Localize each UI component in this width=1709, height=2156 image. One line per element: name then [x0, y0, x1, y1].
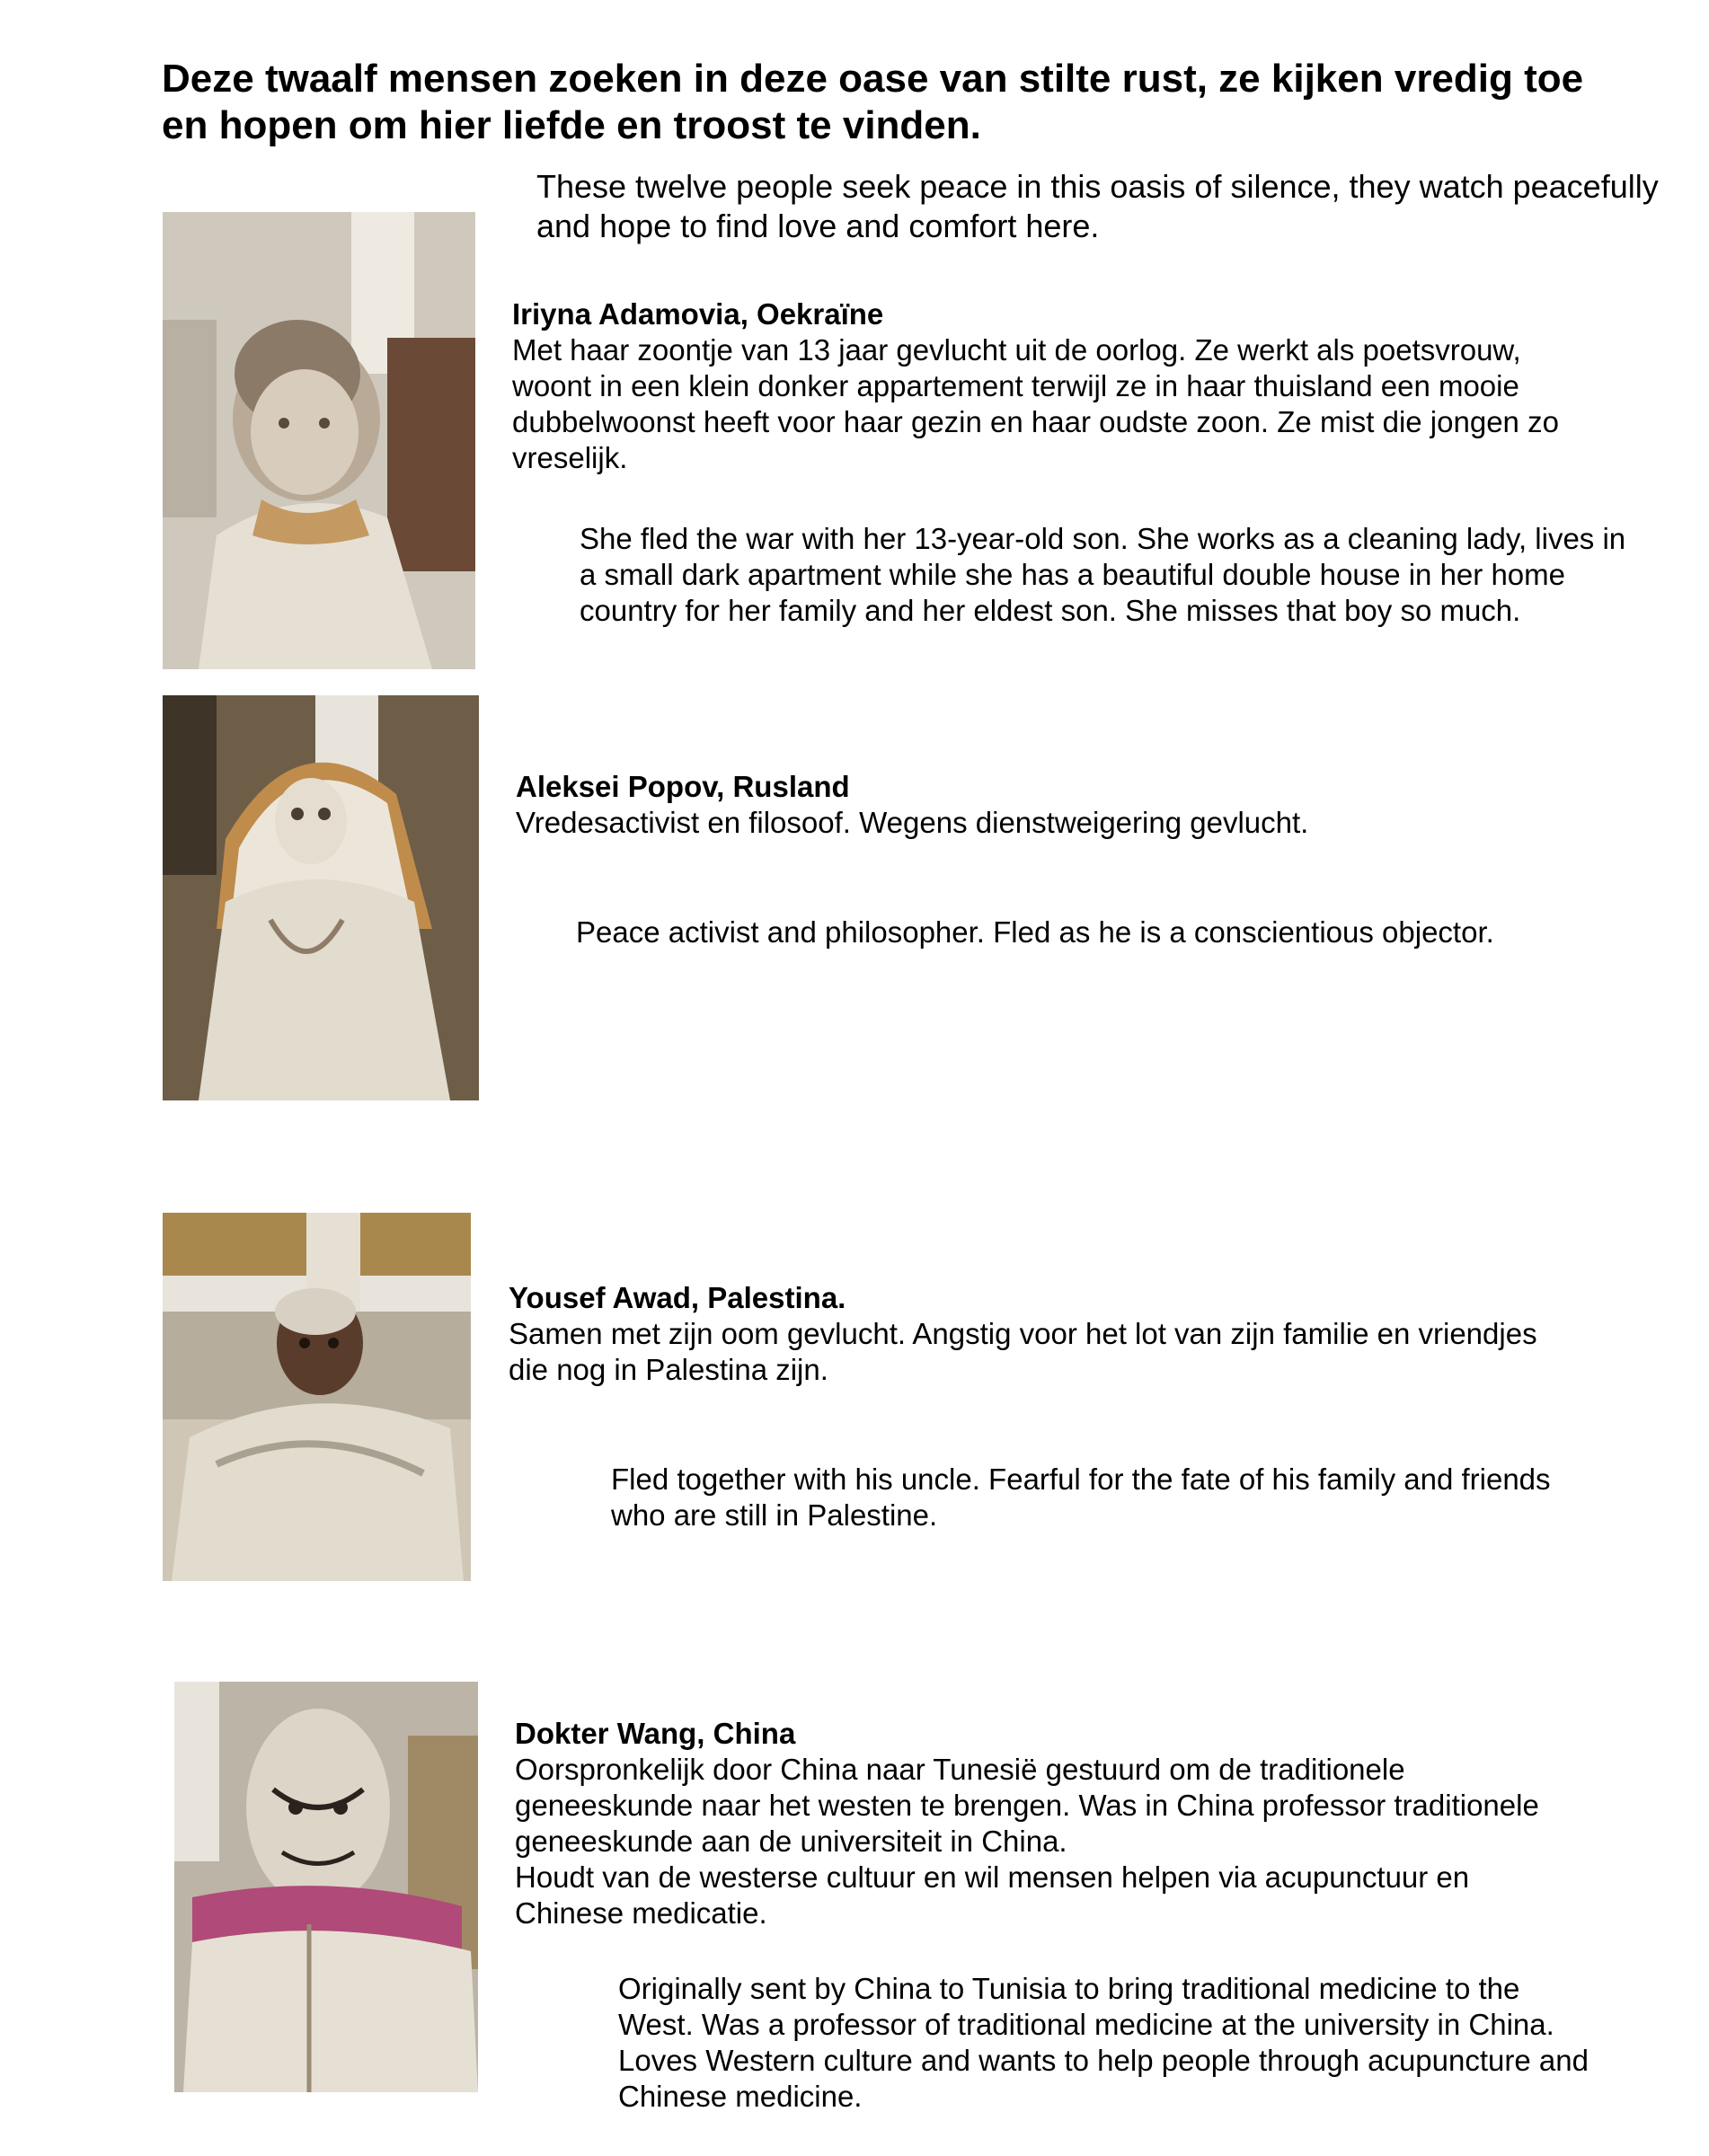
sculpture-photo-yousef: [163, 1213, 471, 1581]
intro-text-english: These twelve people seek peace in this oasis of silence, they watch peacefully and hope to find love and comfort here.: [536, 168, 1659, 244]
person-yousef-dutch: [509, 1280, 1569, 1388]
person-wang-dutch: [515, 1716, 1575, 1931]
person-yousef-english: Fled together with his uncle. Fearful for the fate of his family and friends who are still in Palestine.: [611, 1462, 1551, 1532]
sculpture-photo-wang: [174, 1682, 478, 2092]
person-aleksei-english: Peace activist and philosopher. Fled as he is a conscientious objector.: [576, 915, 1494, 949]
person-description-dutch: Oorspronkelijk door China naar Tunesië gestuurd om de traditionele geneeskunde naar het westen te brengen. Was in China professor traditionele geneeskunde aan de universiteit in China. Houdt van de westerse cultuur en wil mensen helpen via acupunctuur en Chinese medicatie.: [515, 1753, 1539, 1930]
person-description-dutch: Vredesactivist en filosoof. Wegens dienstweigering gevlucht.: [516, 806, 1309, 839]
person-description-dutch: Met haar zoontje van 13 jaar gevlucht uit de oorlog. Ze werkt als poetsvrouw, woont in een klein donker appartement terwijl ze in haar thuisland een mooie dubbelwoonst heeft voor haar gezin en haar oudste zoon. Ze mist die jongen zo vreselijk.: [512, 333, 1559, 474]
person-name: Dokter Wang, China: [515, 1717, 796, 1750]
person-description-dutch: Samen met zijn oom gevlucht. Angstig voor het lot van zijn familie en vriendjes die nog in Palestina zijn.: [509, 1317, 1537, 1386]
person-name: Aleksei Popov, Rusland: [516, 770, 850, 803]
sculpture-photo-iriyna: [163, 212, 475, 669]
sculpture-photo-aleksei: [163, 695, 479, 1100]
page-heading: Deze twaalf mensen zoeken in deze oase van stilte rust, ze kijken vredig toe en hopen om hier liefde en troost te vinden.: [162, 57, 1584, 147]
person-iriyna-dutch: [512, 296, 1572, 476]
person-iriyna-english: She fled the war with her 13-year-old son. She works as a cleaning lady, lives in a small dark apartment while she has a beautiful double house in her home country for her family and her eldest son. She misses that boy so much.: [580, 522, 1626, 627]
person-aleksei-dutch: [516, 769, 1576, 841]
person-name: Iriyna Adamovia, Oekraïne: [512, 297, 884, 331]
person-wang-english: Originally sent by China to Tunisia to bring traditional medicine to the West. Was a professor of traditional medicine at the university in China. Loves Western culture and wants to help people through acupuncture and Chinese medicine.: [618, 1972, 1589, 2113]
person-name: Yousef Awad, Palestina.: [509, 1281, 846, 1314]
